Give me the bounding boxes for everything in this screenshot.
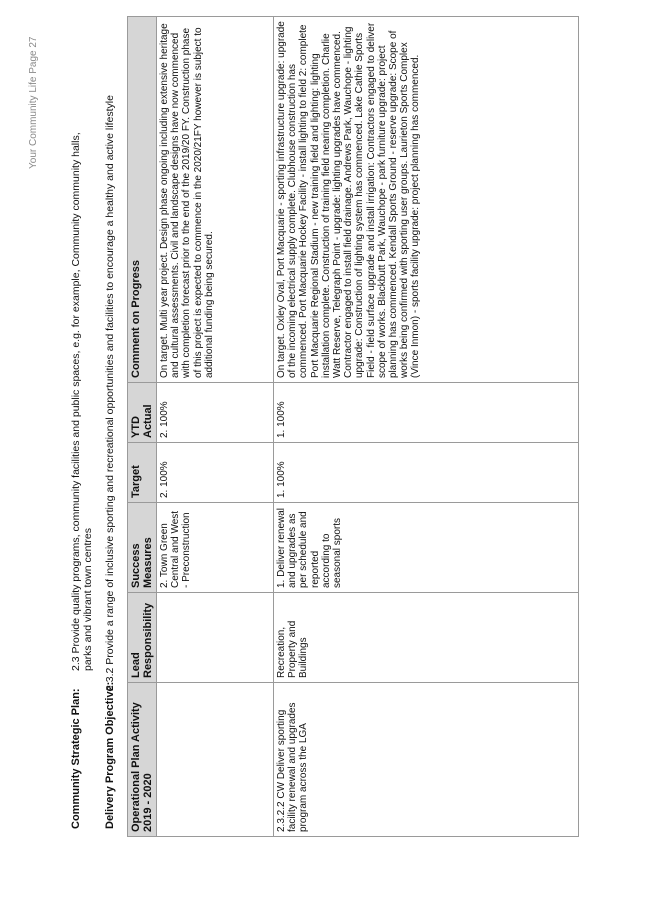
- cell-target: 1. 100%: [274, 443, 579, 503]
- plan-text: 2.3 Provide quality programs, community facilities and public spaces, e.g. for example, Community community halls, parks and vibrant town centres: [70, 132, 94, 671]
- col-header-activity: Operational Plan Activity 2019 - 2020: [128, 683, 157, 837]
- objective-label: Delivery Program Objective:: [104, 681, 116, 829]
- community-strategic-plan-line: [70, 9, 100, 829]
- cell-activity: [157, 683, 274, 837]
- cell-ytd-actual: 2. 100%: [157, 383, 274, 443]
- col-header-success-measures: Success Measures: [128, 503, 157, 593]
- table-header-row: [128, 17, 157, 837]
- cell-lead: Recreation, Property and Buildings: [274, 593, 579, 683]
- cell-success-measure: 2. Town Green Central and West - Preconstruction: [157, 503, 274, 593]
- plan-label: Community Strategic Plan:: [70, 688, 82, 829]
- page-footer: Your Community Life Page 27: [28, 36, 39, 169]
- cell-lead: [157, 593, 274, 683]
- objective-text: 2.3.2 Provide a range of inclusive sporting and recreational opportunities and facilities to encourage a healthy and active lifestyle: [104, 95, 116, 691]
- table-row: [157, 17, 274, 837]
- col-header-lead: Lead Responsibility: [128, 593, 157, 683]
- delivery-program-objective-line: [104, 9, 120, 829]
- col-header-target: Target: [128, 443, 157, 503]
- cell-comment: On target. Oxley Oval, Port Macquarie - sporting infrastructure upgrade: upgrade of the incoming electrical supply complete. Clubhouse construction has commenced. Port Macquarie Hockey Facility - install lighting to field 2: complete Port Macquarie Regional Stadium - new training field and lighting: lighting installation complete. Construction of training field nearing completion. Charlie Watt Reserve, Telegraph Point - upgrade: lighting upgrades have commenced. Contractor engaged to install field drainage. Andrews Park, Wauchope - lighting upgrade: Construction of lighting system has commenced. Lake Cathie Sports Field - field surface upgrade and install irrigation: Contractors engaged to deliver scope of works. Blackbutt Park, Wauchope - park furniture upgrade: project planning has commenced. Kendall Sports Ground - reserve upgrade: Scope of works being confirmed with sporting user groups. Laurieton Sports Complex (Vince Inmon) - sports facility upgrade: project planning has commenced.: [274, 17, 579, 383]
- cell-success-measure: 1. Deliver renewal and upgrades as per schedule and reported according to seasonal sports: [274, 503, 579, 593]
- operational-plan-table: [127, 16, 579, 837]
- col-header-ytd-actual: YTD Actual: [128, 383, 157, 443]
- col-header-comment: Comment on Progress: [128, 17, 157, 383]
- cell-ytd-actual: 1. 100%: [274, 383, 579, 443]
- table-row: [274, 17, 579, 837]
- cell-activity: 2.3.2.2 CW Deliver sporting facility renewal and upgrades program across the LGA: [274, 683, 579, 837]
- cell-comment: On target. Multi year project. Design phase ongoing including extensive heritage and cultural assessments. Civil and landscape designs have now commenced with completion forecast prior to the end of the 2019/20 FY. Construction phase of this project is expected to commence in the 2020/21FY however is subject to additional funding being secured.: [157, 17, 274, 383]
- cell-target: 2. 100%: [157, 443, 274, 503]
